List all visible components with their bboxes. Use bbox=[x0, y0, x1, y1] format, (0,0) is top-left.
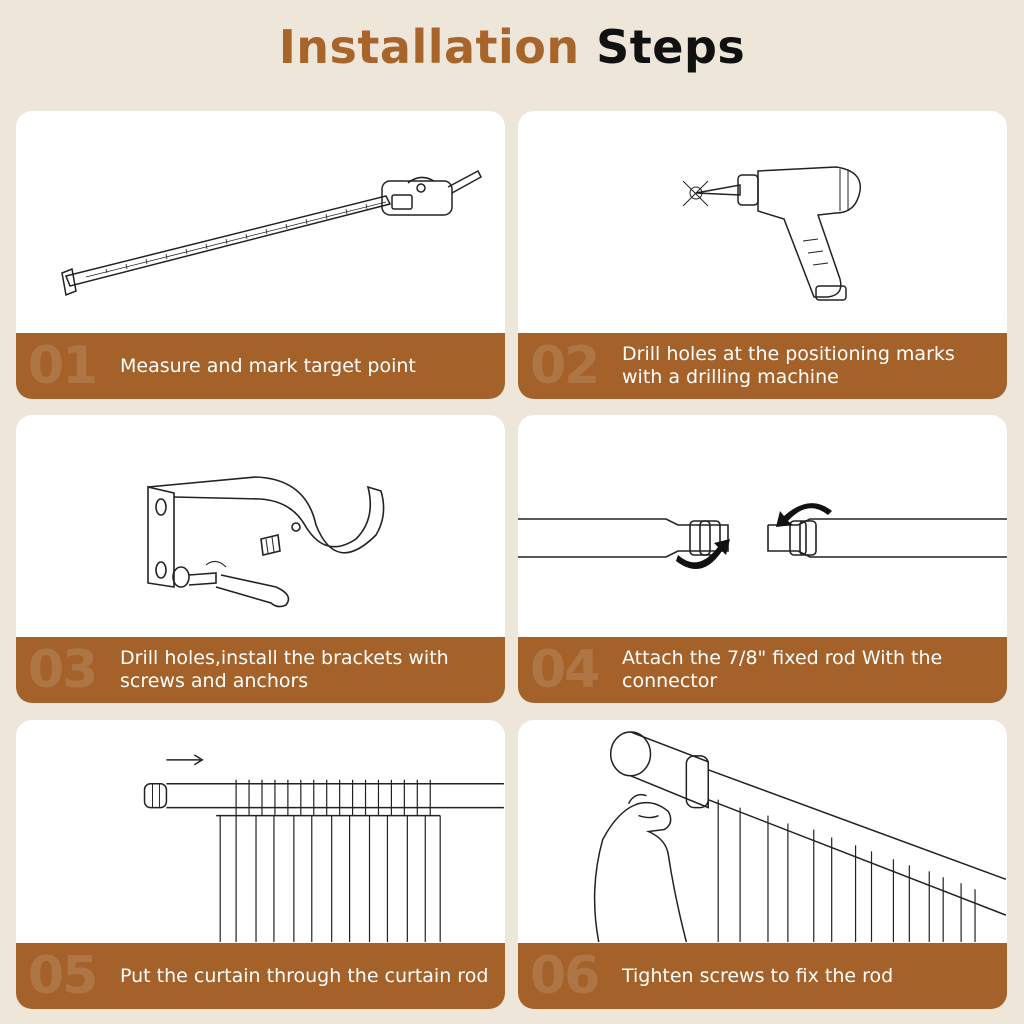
step-caption-bar bbox=[16, 943, 505, 1009]
step-number: 06 bbox=[530, 946, 599, 1006]
step-card-2 bbox=[518, 111, 1007, 399]
step-card-5 bbox=[16, 720, 505, 1009]
tighten-screws-illustration bbox=[518, 720, 1007, 942]
step-caption: Drill holes,install the brackets with screws and anchors bbox=[120, 647, 449, 692]
step-caption: Drill holes at the positioning marks with a drilling machine bbox=[622, 343, 955, 388]
curtain-on-rod-illustration bbox=[16, 720, 505, 942]
step-number: 01 bbox=[28, 336, 97, 396]
step-caption-bar bbox=[518, 637, 1007, 703]
tape-measure-illustration bbox=[16, 111, 505, 333]
step-number: 04 bbox=[530, 640, 599, 700]
bracket-illustration bbox=[16, 415, 505, 637]
step-caption: Tighten screws to fix the rod bbox=[622, 964, 894, 987]
step-card-6 bbox=[518, 720, 1007, 1009]
step-card-1 bbox=[16, 111, 505, 399]
step-caption: Attach the 7/8" fixed rod With the connector bbox=[622, 647, 943, 692]
rod-connector-illustration bbox=[518, 415, 1007, 637]
step-card-3 bbox=[16, 415, 505, 703]
title-word-installation: Installation bbox=[278, 20, 580, 74]
step-caption-bar bbox=[518, 333, 1007, 399]
step-number: 02 bbox=[530, 336, 599, 396]
step-caption: Put the curtain through the curtain rod bbox=[120, 964, 489, 987]
step-card-4 bbox=[518, 415, 1007, 703]
step-number: 05 bbox=[28, 946, 97, 1006]
step-caption-bar bbox=[16, 637, 505, 703]
page-title bbox=[0, 20, 1024, 74]
title-word-steps: Steps bbox=[596, 20, 746, 74]
step-caption: Measure and mark target point bbox=[120, 354, 416, 377]
step-caption-bar bbox=[16, 333, 505, 399]
step-number: 03 bbox=[28, 640, 97, 700]
step-caption-bar bbox=[518, 943, 1007, 1009]
drill-illustration bbox=[518, 111, 1007, 333]
